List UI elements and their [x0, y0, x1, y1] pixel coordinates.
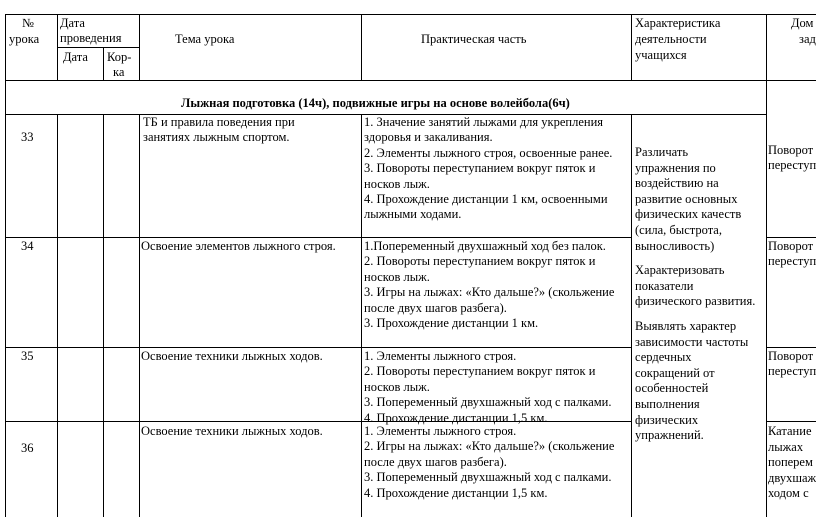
header-date-correction-2: ка: [113, 65, 125, 79]
practice-content: 1. Элементы лыжного строя. 2. Игры на лыжах: «Кто дальше?» (скольжение после двух шагов разбега). 3. Попеременный двухшажный ход с палками. 4. Прохождение дистанции 1,5 км.: [364, 424, 615, 500]
header-characteristic-3: учащихся: [635, 48, 687, 62]
header-homework-2: зад: [799, 32, 816, 46]
practice-content: 1. Элементы лыжного строя. 2. Повороты переступанием вокруг пяток и носков лыж. 3. Попеременный двухшажный ход с палками. 4. Прохождение дистанции 1,5 км.: [364, 349, 612, 425]
header-date-label: Дата: [60, 16, 85, 30]
lesson-number: 34: [21, 239, 34, 253]
lesson-topic: Освоение техники лыжных ходов.: [141, 349, 323, 363]
homework: Катание лыжах поперем двухшаж ходом с: [768, 424, 816, 501]
lesson-topic: Освоение элементов лыжного строя.: [141, 239, 336, 253]
header-practice: Практическая часть: [421, 32, 527, 46]
practice-content: 1.Попеременный двухшажный ход без палок. 2. Повороты переступанием вокруг пяток и носков лыж. 3. Игры на лыжах: «Кто дальше?» (скольжение после двух шагов разбега). 3. Прохождение дистанции 1 км.: [364, 239, 615, 331]
practice-content: 1. Значение занятий лыжами для укрепления здоровья и закаливания. 2. Элементы лыжного строя, освоенные ранее. 3. Повороты переступанием вокруг пяток и носков лыж. 4. Прохождение дистанции 1 км, освоенными лыжными ходами.: [364, 115, 613, 222]
lesson-number: 33: [21, 130, 34, 144]
header-topic: Тема урока: [175, 32, 235, 46]
header-date-label-2: проведения: [60, 31, 122, 45]
lesson-topic: ТБ и правила поведения при занятиях лыжным спортом.: [143, 115, 295, 145]
header-num-symbol: №: [22, 16, 34, 30]
homework: Поворот переступ: [768, 143, 816, 173]
header-characteristic: Характеристика: [635, 16, 721, 30]
header-date-correction: Кор-: [107, 50, 132, 64]
homework: Поворот переступ: [768, 239, 816, 269]
header-date-plan: Дата: [63, 50, 88, 64]
header-characteristic-2: деятельности: [635, 32, 707, 46]
activity-characteristic: Различать упражнения по воздействию на развитие основных физических качеств (сила, быстрота, выносливость) Характеризовать показатели физического развития. Выявлять характер зависимости частоты сердечных сокращений от особенностей выполнения физических упражнений.: [635, 145, 756, 443]
section-title: Лыжная подготовка (14ч), подвижные игры на основе волейбола(6ч): [181, 96, 570, 110]
lesson-number: 35: [21, 349, 34, 363]
header-homework: Дом: [791, 16, 814, 30]
homework: Поворот переступ: [768, 349, 816, 379]
lesson-number: 36: [21, 441, 34, 455]
lesson-topic: Освоение техники лыжных ходов.: [141, 424, 323, 438]
header-num-label: урока: [9, 32, 40, 46]
